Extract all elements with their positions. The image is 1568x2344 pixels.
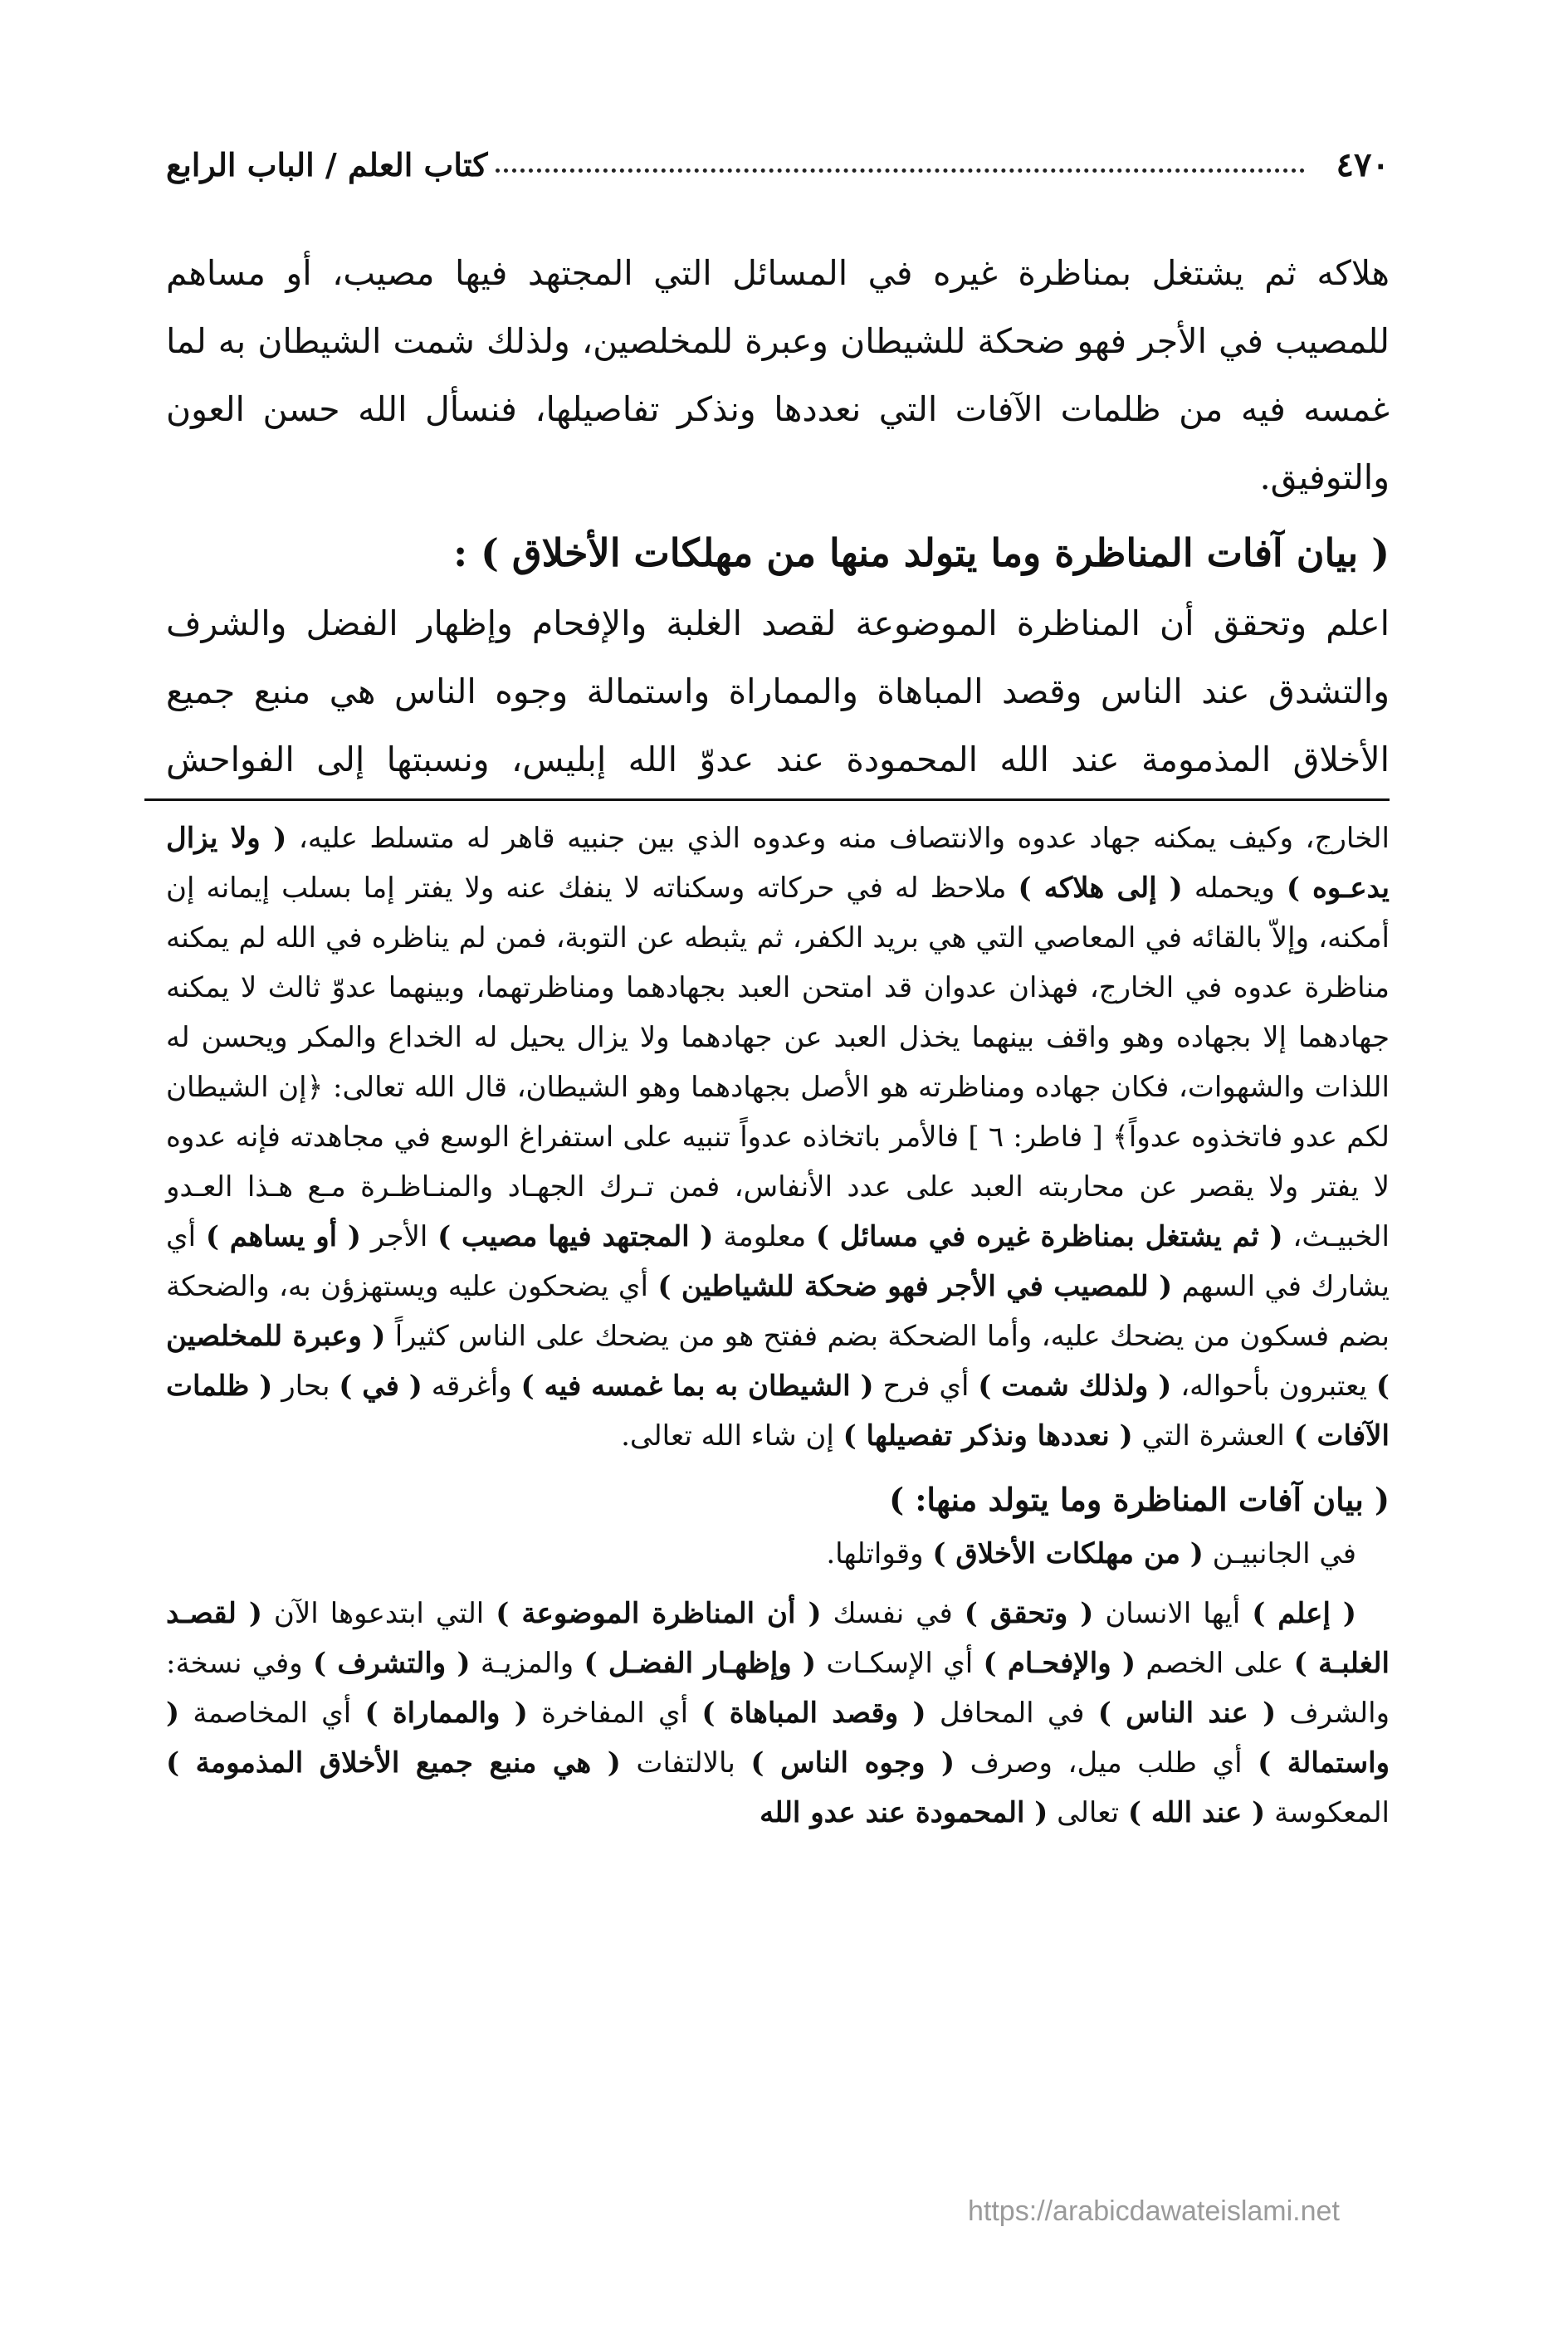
quoted-matn-text: ( ظلمات الآفات ) (166, 1370, 1390, 1453)
commentary-text: بحار (272, 1370, 339, 1403)
quoted-matn-text: ( هي منبع جميع الأخلاق المذمومة ) (166, 1746, 621, 1780)
footnote-divider (144, 798, 1390, 801)
commentary-text: أي الإسكـات (816, 1647, 984, 1680)
commentary-text: أي المفاخرة (527, 1697, 702, 1730)
quoted-matn-text: ( أن المناظرة الموضوعة ) (496, 1597, 822, 1630)
commentary-text: ويحمله (1182, 872, 1287, 905)
main-paragraph: هلاكه ثم يشتغل بمناظرة غيره في المسائل التي المجتهد فيها مصيب، أو مساهم للمصيب في الأجر فهو ضحكة للشيطان وعبرة للمخلصين، ولذلك شمت الشيطان به لما غمسه فيه من ظلمات الآفات التي نعددها ونذكر تفاصيلها، فنسأل الله حسن العون والتوفيق. (166, 253, 1390, 497)
quoted-matn-text: ( عند الناس ) (1097, 1697, 1277, 1730)
quoted-matn-text: ( نعددها ونذكر تفصيلها ) (843, 1419, 1133, 1453)
commentary-text: إن شاء الله تعالى. (621, 1419, 843, 1453)
commentary-text: أي المخاصمة (179, 1697, 365, 1730)
quoted-matn-text: ( أو يساهم ) (205, 1220, 361, 1253)
commentary-subline (166, 1529, 1356, 1579)
quoted-matn-text: ( والمماراة ) (364, 1697, 528, 1730)
commentary-text: أي طلب ميل، وصرف (955, 1746, 1258, 1780)
quoted-matn-text: ( إعلم ) (1252, 1597, 1356, 1630)
commentary-text: يعتبرون بأحواله، (1171, 1370, 1376, 1403)
commentary-text: أيها الانسان (1093, 1597, 1253, 1630)
main-text (166, 239, 1390, 794)
main-paragraph: اعلم وتحقق أن المناظرة الموضوعة لقصد الغلبة والإفحام وإظهار الفضل والشرف والتشدق عند الناس وقصد المباهاة والمماراة واستمالة وجوه الناس هي منبع جميع الأخلاق المذمومة عند الله المحمودة عند عدوّ الله إبليس، ونسبتها إلى الفواحش (166, 603, 1390, 779)
commentary-text: الأجر (360, 1220, 438, 1253)
quoted-matn-text: ( ولذلك شمت ) (978, 1370, 1172, 1403)
commentary-text: في الجانبيـن (1203, 1537, 1356, 1570)
commentary-text: التي ابتدعوها الآن (261, 1597, 496, 1630)
commentary-text: أي يشارك في السهم (166, 1220, 1390, 1303)
page-header (166, 139, 1390, 189)
section-heading: ( بيان آفات المناظرة وما يتولد منها من مهلكات الأخلاق ) : (453, 530, 1390, 575)
commentary-text: في المحافل (926, 1697, 1098, 1730)
commentary-paragraph (166, 1589, 1390, 1838)
quoted-matn-text: ( عند الله ) (1127, 1796, 1266, 1829)
commentary-text: معلومة (713, 1220, 816, 1253)
commentary-text: على الخصم (1136, 1647, 1294, 1680)
commentary-section (166, 813, 1390, 1838)
commentary-text: أي يضحكون عليه ويستهزؤن به، والضحكة بضم فسكون من يضحك عليه، وأما الضحكة بضم ففتح هو من يضحك على الناس كثيراً (166, 1270, 1390, 1353)
quoted-matn-text: ( لقصـد الغلبـة ) (166, 1597, 1390, 1680)
commentary-text: في نفسك (821, 1597, 965, 1630)
quoted-matn-text: ( من مهلكات الأخلاق ) (932, 1537, 1204, 1570)
commentary-text: وقواتلها. (826, 1537, 933, 1570)
quoted-matn-text: ( والتشرف ) (313, 1647, 471, 1680)
commentary-text: الخارج، وكيف يمكنه جهاد عدوه والانتصاف منه وعدوه الذي بين جنبيه قاهر له متسلط عليه، (286, 822, 1390, 855)
commentary-text: تعالى (1048, 1796, 1128, 1829)
quoted-matn-text: ( وقصد المباهاة ) (701, 1697, 926, 1730)
quoted-matn-text: ( ولا يزال يدعـوه ) (166, 822, 1390, 905)
quoted-matn-text: ( المحمودة عند عدو الله (760, 1796, 1048, 1829)
quoted-matn-text: ( وإظهـار الفضـل ) (584, 1647, 817, 1680)
commentary-text: العشرة التي (1132, 1419, 1294, 1453)
commentary-text: ملاحظ له في حركاته وسكناته لا ينفك عنه ولا يفتر إما بسلب إيمانه إن أمكنه، وإلاّ بالقائه في المعاصي التي هي بريد الكفر، ثم يثبطه عن التوبة، فمن لم يناظره في الله لم يمكنه مناظرة عدوه في الخارج، فهذان عدوان قد امتحن العبد بجهادهما ومناظرتهما، وبينهما عدوّ ثالث لا يمكنه جهادهما إلا بجهاده وهو واقف بينهما يخذل العبد عن جهادهما ولا يزال يحيل له الخداع والمكر ويحسن له اللذات والشهوات، فكان جهاده ومناظرته هو الأصل بجهادهما وهو الشيطان، قال الله تعالى: ﴿إن الشيطان لكم عدو فاتخذوه عدواً﴾ [ فاطر: ٦ ] فالأمر باتخاذه عدواً تنبيه على استفراغ الوسع في مجاهدته فإنه عدوه لا يفتر ولا يقصر عن محاربته العبد على عدد الأنفاس، فمن تـرك الجهـاد والمنـاظـرة مـع هـذا العـدو الخبيـث، (166, 872, 1390, 1253)
watermark-url: https://arabicdawateislami.net (968, 2195, 1340, 2227)
quoted-matn-text: ( للمصيب في الأجر فهو ضحكة للشياطين ) (657, 1270, 1173, 1303)
quoted-matn-text: ( واستمالة ) (166, 1697, 1390, 1780)
running-title: كتاب العلم / الباب الرابع (166, 145, 488, 183)
commentary-text: بالالتفات (620, 1746, 751, 1780)
quoted-matn-text: ( والإفحـام ) (983, 1647, 1136, 1680)
commentary-text: المعكوسة (1265, 1796, 1390, 1829)
quoted-matn-text: ( إلى هلاكه ) (1018, 872, 1183, 905)
page-number: ٤٧٠ (1336, 144, 1390, 184)
quoted-matn-text: ( وجوه الناس ) (750, 1746, 955, 1780)
commentary-text: وأغرقه (422, 1370, 521, 1403)
quoted-matn-text: ( ثم يشتغل بمناظرة غيره في مسائل ) (815, 1220, 1283, 1253)
commentary-text: أي فرح (873, 1370, 979, 1403)
quoted-matn-text: ( المجتهد فيها مصيب ) (437, 1220, 714, 1253)
quoted-matn-text: ( وعبرة للمخلصين ) (166, 1320, 1390, 1403)
commentary-heading: ( بيان آفات المناظرة وما يتولد منها: ) (889, 1481, 1390, 1518)
commentary-paragraph (166, 813, 1390, 1461)
quoted-matn-text: ( وتحقق ) (964, 1597, 1094, 1630)
header-dotted-leader (496, 168, 1304, 173)
quoted-matn-text: ( في ) (339, 1370, 423, 1403)
quoted-matn-text: ( الشيطان به بما غمسه فيه ) (520, 1370, 874, 1403)
commentary-text: والمزيـة (470, 1647, 584, 1680)
commentary-text: وفي نسخة: والشرف (166, 1647, 1390, 1730)
